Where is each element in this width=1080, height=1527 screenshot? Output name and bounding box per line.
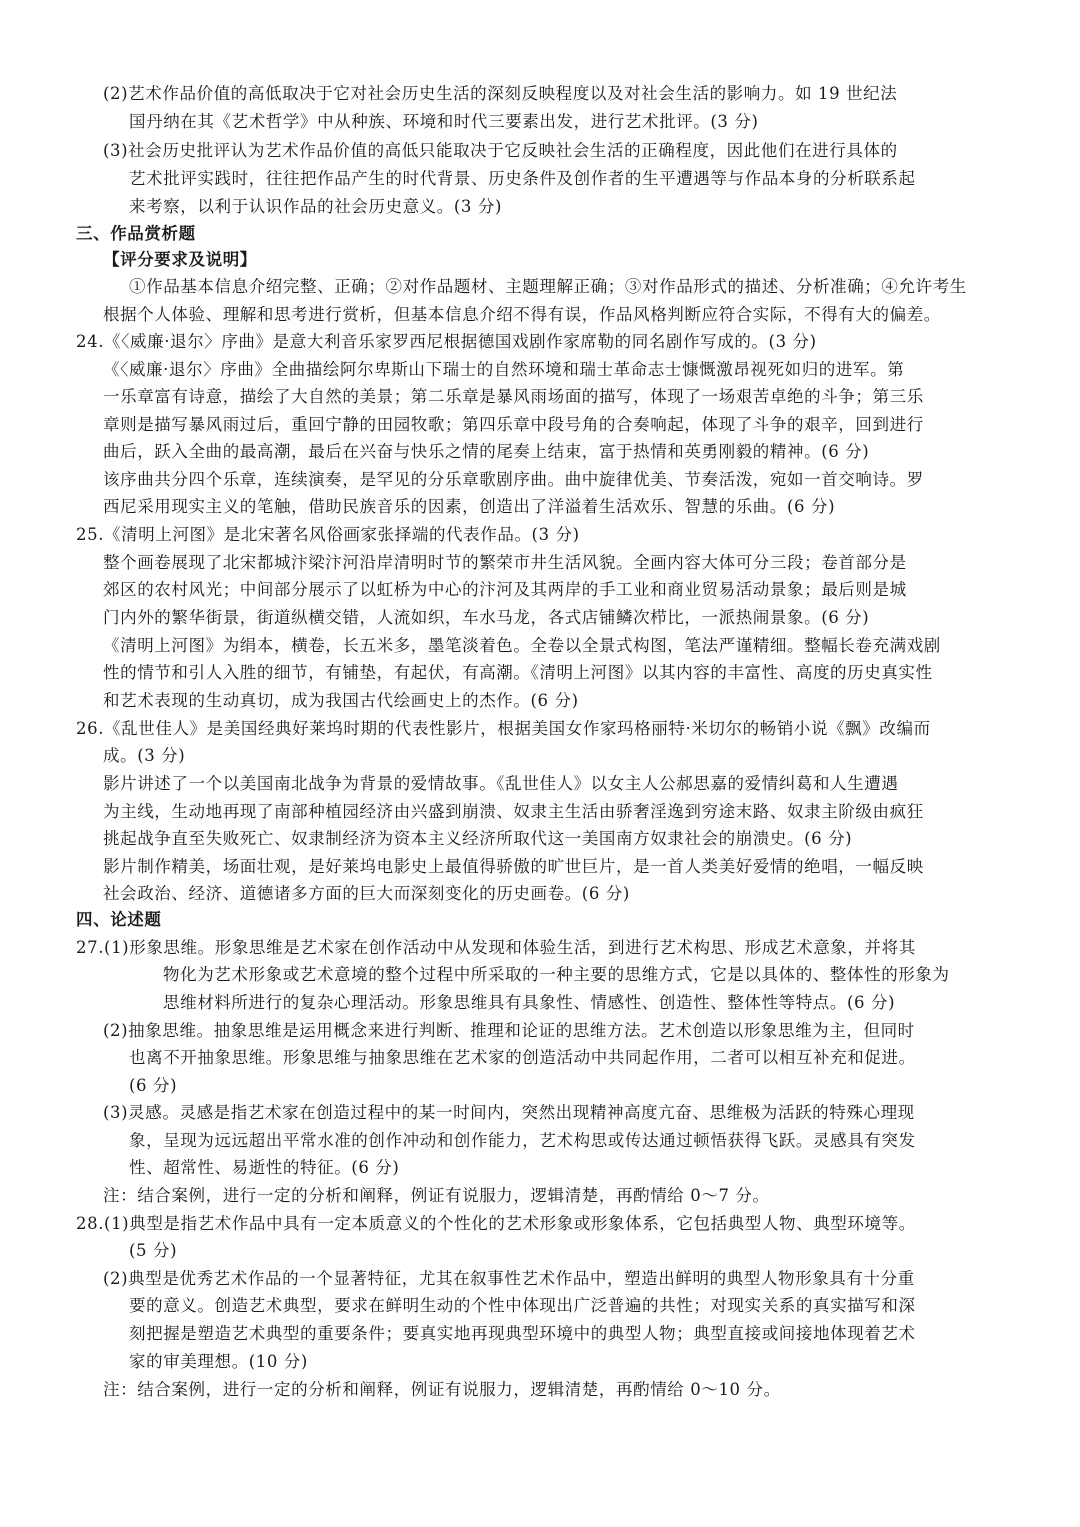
text-line: 根据个人体验、理解和思考进行赏析，但基本信息介绍不得有误，作品风格判断应符合实际，不得有大的偏差。 — [103, 305, 941, 324]
text-line: 整个画卷展现了北宋都城汴梁汴河沿岸清明时节的繁荣市井生活风貌。全画内容大体可分三段；卷首部分是 — [103, 553, 907, 572]
text-line: 艺术批评实践时，往往把作品产生的时代背景、历史条件及创作者的生平遭遇等与作品本身的分析联系起 — [129, 169, 916, 188]
text-line: 性的情节和引人入胜的细节，有铺垫，有起伏，有高潮。《清明上河图》以其内容的丰富性、高度的历史真实性 — [103, 663, 933, 682]
text-line: 挑起战争直至失败死亡、奴隶制经济为资本主义经济所取代这一美国南方奴隶社会的崩溃史。(6 分) — [103, 829, 853, 848]
text-line: 一乐章富有诗意，描绘了大自然的美景；第二乐章是暴风雨场面的描写，体现了一场艰苦卓绝的斗争；第三乐 — [103, 387, 924, 406]
question-line: 28.(1)典型是指艺术作品中具有一定本质意义的个性化的艺术形象或形象体系，它包括典型人物、典型环境等。 — [76, 1214, 916, 1233]
text-line: ①作品基本信息介绍完整、正确；②对作品题材、主题理解正确；③对作品形式的描述、分析准确；④允许考生 — [129, 277, 967, 296]
text-line: (5 分) — [129, 1241, 178, 1260]
text-line: 刻把握是塑造艺术典型的重要条件；要真实地再现典型环境中的典型人物；典型直接或间接地体现着艺术 — [129, 1324, 916, 1343]
text-line: 思维材料所进行的复杂心理活动。形象思维具有具象性、情感性、创造性、整体性等特点。(6 分) — [163, 993, 896, 1012]
text-line: 象，呈现为远远超出平常水准的创作冲动和创作能力，艺术构思或传达通过顿悟获得飞跃。灵感具有突发 — [129, 1131, 916, 1150]
scoring-heading: 【评分要求及说明】 — [103, 250, 257, 269]
text-line: 《〈威廉·退尔〉序曲》全曲描绘阿尔卑斯山下瑞士的自然环境和瑞士革命志士慷慨激昂视死如归的进军。第 — [103, 360, 905, 379]
text-line: 门内外的繁华街景，街道纵横交错，人流如织，车水马龙，各式店铺鳞次栉比，一派热闹景象。(6 分) — [103, 608, 870, 627]
question-line: 27.(1)形象思维。形象思维是艺术家在创作活动中从发现和体验生活，到进行艺术构思、形成艺术意象，并将其 — [76, 938, 916, 957]
text-line: 物化为艺术形象或艺术意境的整个过程中所采取的一种主要的思维方式，它是以具体的、整体性的形象为 — [163, 965, 950, 984]
text-line: 影片制作精美，场面壮观，是好莱坞电影史上最值得骄傲的旷世巨片，是一首人类美好爱情的绝唱，一幅反映 — [103, 857, 924, 876]
text-line: 家的审美理想。(10 分) — [129, 1352, 308, 1371]
question-line: 24.《〈威廉·退尔〉序曲》是意大利音乐家罗西尼根据德国戏剧作家席勒的同名剧作写成的。(3 分) — [76, 332, 817, 351]
text-line: (3)社会历史批评认为艺术作品价值的高低只能取决于它反映社会生活的正确程度，因此他们在进行具体的 — [103, 141, 898, 160]
text-line: (6 分) — [129, 1076, 178, 1095]
text-line: 曲后，跃入全曲的最高潮，最后在兴奋与快乐之情的尾奏上结束，富于热情和英勇刚毅的精神。(6 分) — [103, 442, 870, 461]
note-line: 注：结合案例，进行一定的分析和阐释，例证有说服力，逻辑清楚，再酌情给 0～10 分。 — [103, 1380, 781, 1399]
text-line: 和艺术表现的生动真切，成为我国古代绘画史上的杰作。(6 分) — [103, 691, 579, 710]
text-line: 西尼采用现实主义的笔触，借助民族音乐的因素，创造出了洋溢着生活欢乐、智慧的乐曲。(6 分) — [103, 497, 836, 516]
text-line: 成。(3 分) — [103, 746, 186, 765]
question-line: 25.《清明上河图》是北宋著名风俗画家张择端的代表作品。(3 分) — [76, 525, 580, 544]
text-line: (2)抽象思维。抽象思维是运用概念来进行判断、推理和论证的思维方法。艺术创造以形象思维为主，但同时 — [103, 1021, 915, 1040]
question-line: 26.《乱世佳人》是美国经典好莱坞时期的代表性影片，根据美国女作家玛格丽特·米切尔的畅销小说《飘》改编而 — [76, 719, 931, 738]
text-line: 国丹纳在其《艺术哲学》中从种族、环境和时代三要素出发，进行艺术批评。(3 分) — [129, 112, 759, 131]
text-line: (3)灵感。灵感是指艺术家在创造过程中的某一时间内，突然出现精神高度亢奋、思维极为活跃的特殊心理现 — [103, 1103, 915, 1122]
note-line: 注：结合案例，进行一定的分析和阐释，例证有说服力，逻辑清楚，再酌情给 0～7 分。 — [103, 1186, 770, 1205]
text-line: 该序曲共分四个乐章，连续演奏，是罕见的分乐章歌剧序曲。曲中旋律优美、节奏活泼，宛如一首交响诗。罗 — [103, 470, 924, 489]
section-heading: 三、作品赏析题 — [76, 224, 196, 243]
text-line: (2)典型是优秀艺术作品的一个显著特征，尤其在叙事性艺术作品中，塑造出鲜明的典型人物形象具有十分重 — [103, 1269, 915, 1288]
text-line: 社会政治、经济、道德诸多方面的巨大而深刻变化的历史画卷。(6 分) — [103, 884, 630, 903]
text-line: 郊区的农村风光；中间部分展示了以虹桥为中心的汴河及其两岸的手工业和商业贸易活动景象；最后则是城 — [103, 580, 907, 599]
text-line: 也离不开抽象思维。形象思维与抽象思维在艺术家的创造活动中共同起作用，二者可以相互补充和促进。 — [129, 1048, 916, 1067]
text-line: 为主线，生动地再现了南部种植园经济由兴盛到崩溃、奴隶主生活由骄奢淫逸到穷途末路、奴隶主阶级由疯狂 — [103, 802, 924, 821]
text-line: 《清明上河图》为绢本，横卷，长五米多，墨笔淡着色。全卷以全景式构图，笔法严谨精细。整幅长卷充满戏剧 — [103, 636, 941, 655]
text-line: 影片讲述了一个以美国南北战争为背景的爱情故事。《乱世佳人》以女主人公郝思嘉的爱情纠葛和人生遭遇 — [103, 774, 899, 793]
text-line: 来考察，以利于认识作品的社会历史意义。(3 分) — [129, 197, 503, 216]
text-line: 章则是描写暴风雨过后，重回宁静的田园牧歌；第四乐章中段号角的合奏响起，体现了斗争的艰辛，回到进行 — [103, 415, 924, 434]
text-line: 要的意义。创造艺术典型，要求在鲜明生动的个性中体现出广泛普遍的共性；对现实关系的真实描写和深 — [129, 1296, 916, 1315]
section-heading: 四、论述题 — [76, 910, 162, 929]
text-line: 性、超常性、易逝性的特征。(6 分) — [129, 1158, 400, 1177]
text-line: (2)艺术作品价值的高低取决于它对社会历史生活的深刻反映程度以及对社会生活的影响力。如 19 世纪法 — [103, 84, 898, 103]
